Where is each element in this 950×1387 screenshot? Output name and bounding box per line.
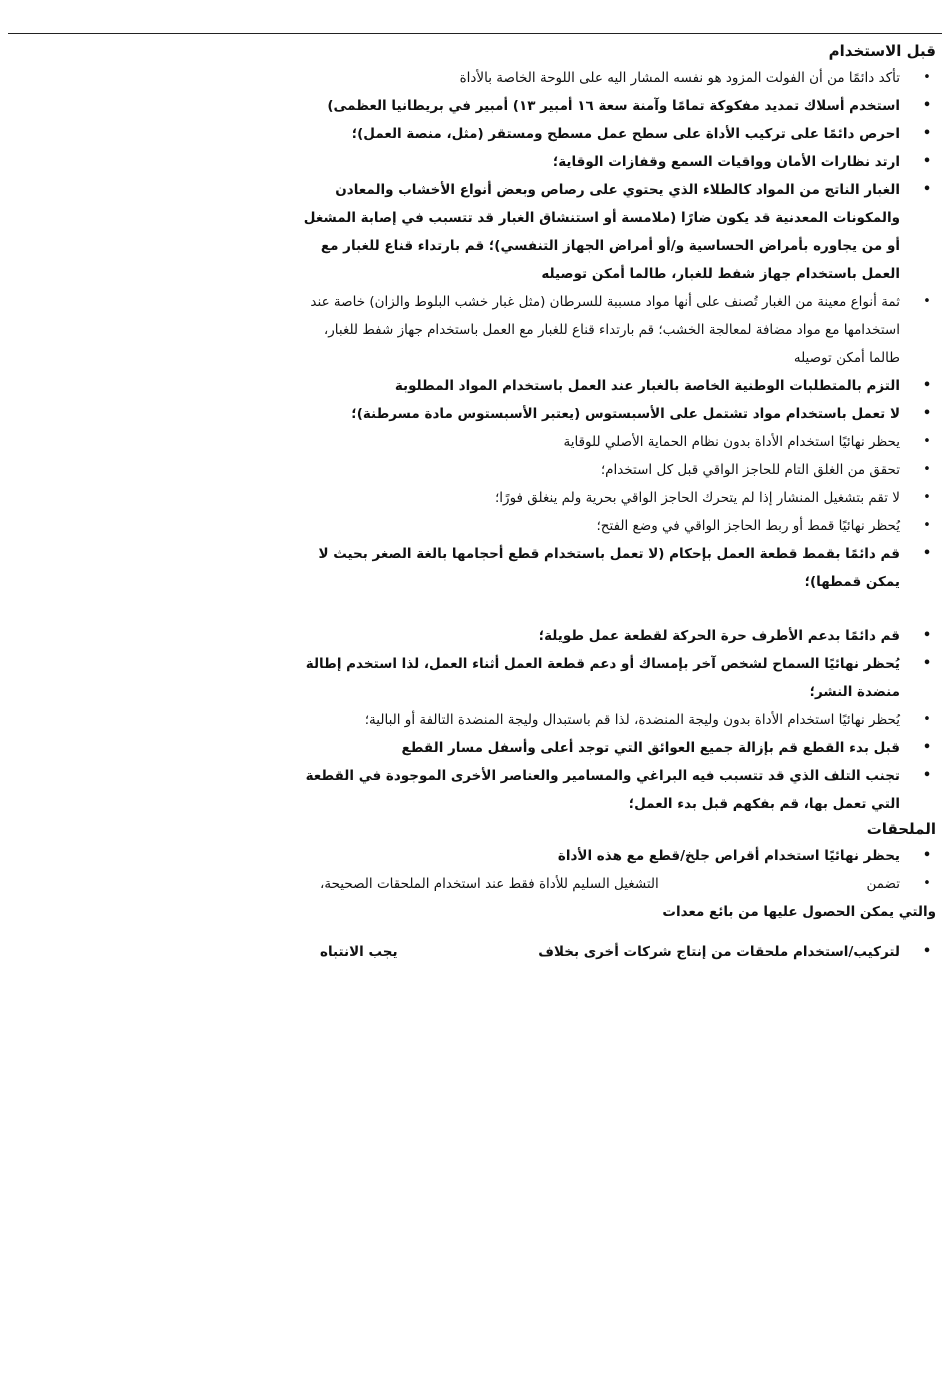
list-item-text: يحظر نهائيًا استخدام أقراص جلخ/قطع مع هذه الأداة bbox=[557, 848, 900, 864]
list-item-text: ارتد نظارات الأمان وواقيات السمع وقفازات الوقاية؛ bbox=[552, 154, 900, 170]
list-item-text: تأكد دائمًا من أن الفولت المزود هو نفسه المشار اليه على اللوحة الخاصة بالأداة bbox=[459, 70, 900, 86]
list-item-text: الغبار الناتج من المواد كالطلاء الذي يحتوي على رصاص وبعض أنواع الأخشاب والمعادن والمكونات المعدنية قد يكون ضارًا (ملامسة أو استنشاق الغبار قد تتسبب في إصابة المشغل أو من يجاوره بأمراض الحساسية و/أو أمراض الجهاز التنفسي)؛ قم بارتداء قناع للغبار مع العمل باستخدام جهاز شفط للغبار، طالما أمكن توصيله bbox=[303, 182, 900, 282]
bullet-icon: • bbox=[922, 406, 932, 421]
list-item-text: قبل بدء القطع قم بإزالة جميع العوائق التي توجد أعلى وأسفل مسار القطع bbox=[401, 740, 900, 756]
bullet-icon: • bbox=[922, 98, 932, 113]
list-item bbox=[300, 762, 940, 818]
bullet-icon: • bbox=[923, 490, 931, 505]
bullet-icon: • bbox=[923, 712, 931, 727]
list-item-text: لا تعمل باستخدام مواد تشتمل على الأسبستوس (يعتبر الأسبستوس مادة مسرطنة)؛ bbox=[351, 406, 900, 422]
list-item-text: تجنب التلف الذي قد تتسبب فيه البراغي والمسامير والعناصر الأخرى الموجودة في القطعة التي تعمل بها، قم بفكهم قبل بدء العمل؛ bbox=[305, 768, 900, 812]
list-item-text: قم دائمًا بدعم الأطرف حرة الحركة لقطعة عمل طويلة؛ bbox=[538, 628, 900, 644]
list-item bbox=[300, 64, 940, 92]
list-item bbox=[300, 734, 940, 762]
list-item bbox=[300, 870, 940, 898]
list-item-text: يحظر نهائيًا استخدام الأداة بدون نظام الحماية الأصلي للوقاية bbox=[563, 434, 900, 450]
section-title-accessories: الملحقات bbox=[866, 820, 936, 838]
list-item bbox=[300, 372, 940, 400]
accessories-final-list bbox=[300, 938, 940, 966]
bullet-icon: • bbox=[922, 740, 932, 755]
list-item bbox=[300, 428, 940, 456]
list-item bbox=[300, 120, 940, 148]
list-item-text: ثمة أنواع معينة من الغبار تُصنف على أنها مواد مسببة للسرطان (مثل غبار خشب البلوط والزان) خاصة عند استخدامها مع مواد مضافة لمعالجة الخشب؛ قم بارتداء قناع للغبار مع العمل باستخدام جهاز شفط للغبار، طالما أمكن توصيله bbox=[310, 294, 900, 366]
list-item bbox=[300, 148, 940, 176]
bullet-icon: • bbox=[922, 182, 932, 197]
list-item bbox=[300, 176, 940, 288]
list-item-text: التزم بالمتطلبات الوطنية الخاصة بالغبار عند العمل باستخدام المواد المطلوبة bbox=[394, 378, 900, 394]
list-item-text: تحقق من الغلق التام للحاجز الواقي قبل كل استخدام؛ bbox=[600, 462, 900, 478]
bullet-icon: • bbox=[922, 378, 932, 393]
bullet-icon: • bbox=[922, 768, 932, 783]
bullet-icon: • bbox=[923, 876, 931, 891]
accessories-trailing-text: والتي يمكن الحصول عليها من بائع معدات bbox=[662, 904, 936, 920]
document-body bbox=[300, 40, 940, 966]
top-divider bbox=[8, 33, 942, 34]
bullet-icon: • bbox=[923, 294, 931, 309]
bullet-icon: • bbox=[922, 656, 932, 671]
bullet-icon: • bbox=[923, 70, 931, 85]
list-item bbox=[300, 512, 940, 540]
list-item-text-left: يجب الانتباه bbox=[320, 944, 398, 960]
bullet-icon: • bbox=[923, 518, 931, 533]
bullet-icon: • bbox=[922, 546, 932, 561]
list-item bbox=[300, 622, 940, 650]
list-item bbox=[300, 650, 940, 706]
list-item-text: يُحظر نهائيًا استخدام الأداة بدون وليجة المنضدة، لذا قم باستبدال وليجة المنضدة التالفة أو البالية؛ bbox=[364, 712, 900, 728]
list-item-text: لا تقم بتشغيل المنشار إذا لم يتحرك الحاجز الواقي بحرية ولم ينغلق فورًا؛ bbox=[495, 490, 900, 506]
bullet-icon: • bbox=[922, 126, 932, 141]
list-item-text-right: لتركيب/استخدام ملحقات من إنتاج شركات أخرى بخلاف bbox=[538, 944, 900, 960]
section-title-before-use: قبل الاستخدام bbox=[828, 42, 936, 60]
bullet-icon: • bbox=[922, 628, 932, 643]
list-item bbox=[300, 400, 940, 428]
list-item bbox=[300, 706, 940, 734]
list-item bbox=[300, 456, 940, 484]
bullet-icon: • bbox=[923, 462, 931, 477]
list-item-text: قم دائمًا بقمط قطعة العمل بإحكام (لا تعمل باستخدام قطع أحجامها بالغة الصغر بحيث لا يمكن قمطها)؛ bbox=[318, 546, 900, 590]
bullet-icon: • bbox=[922, 154, 932, 169]
list-item-text: استخدم أسلاك تمديد مفكوكة تمامًا وآمنة سعة ١٦ أمبير ١٣) أمبير في بريطانيا العظمى) bbox=[327, 98, 900, 114]
list-item-text-left: التشغيل السليم للأداة فقط عند استخدام الملحقات الصحيحة، bbox=[320, 876, 659, 892]
bullet-icon: • bbox=[922, 848, 932, 863]
list-item-text: احرص دائمًا على تركيب الأداة على سطح عمل مسطح ومستقر (مثل، منصة العمل)؛ bbox=[351, 126, 900, 142]
list-item bbox=[300, 288, 940, 372]
bullet-icon: • bbox=[922, 944, 932, 959]
list-item-text-right: تضمن bbox=[866, 876, 900, 892]
list-item bbox=[300, 484, 940, 512]
list-item bbox=[300, 92, 940, 120]
list-item bbox=[300, 842, 940, 870]
list-item bbox=[300, 938, 940, 966]
list-item-text: يُحظر نهائيًا قمط أو ربط الحاجز الواقي في وضع الفتح؛ bbox=[596, 518, 900, 534]
accessories-list bbox=[300, 842, 940, 898]
bullet-icon: • bbox=[923, 434, 931, 449]
before-use-list bbox=[300, 64, 940, 818]
list-item-text: يُحظر نهائيًا السماح لشخص آخر بإمساك أو دعم قطعة العمل أثناء العمل، لذا استخدم إطالة منضدة النشر؛ bbox=[305, 656, 900, 700]
list-item bbox=[300, 540, 940, 596]
